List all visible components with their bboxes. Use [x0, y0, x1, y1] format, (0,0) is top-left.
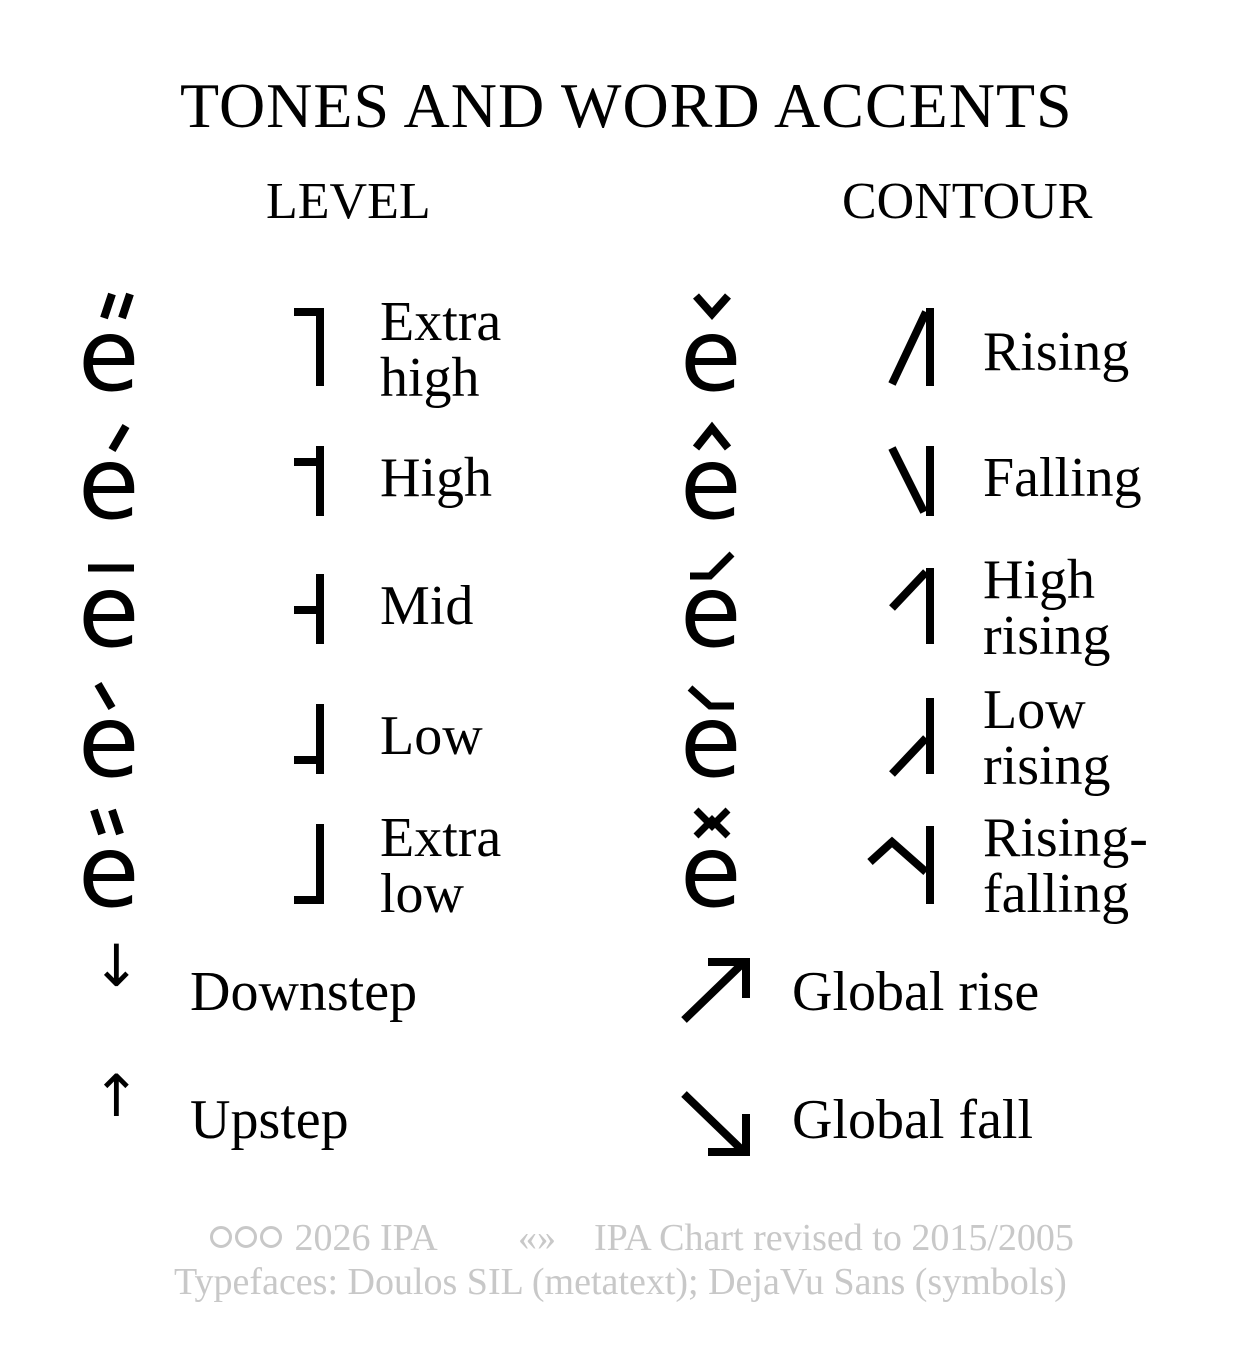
footer-revision: IPA Chart revised to 2015/2005 — [594, 1217, 1074, 1259]
footer-separator: «» — [518, 1217, 556, 1259]
contour-row-rising: e Rising — [0, 290, 1250, 418]
contour-heading: CONTOUR — [842, 173, 1093, 230]
falling-tone-letter-icon — [884, 446, 944, 518]
contour-row-low-rising: e Low rising — [680, 679, 1111, 800]
level-row-mid: e Mid — [0, 548, 1250, 676]
contour-label: Rising- falling — [983, 807, 1148, 925]
level-label: Extra low — [380, 807, 502, 925]
contour-label: Rising — [983, 321, 1130, 383]
footer-license — [210, 1216, 438, 1260]
level-heading: LEVEL — [266, 173, 431, 230]
upstep-label: Upstep — [190, 1089, 349, 1151]
global-rise-arrow-icon — [680, 958, 752, 1026]
contour-label: Low rising — [983, 679, 1111, 797]
level-row-extra-low: e Extra low — [78, 807, 502, 930]
page-title: TONES AND WORD ACCENTS — [180, 70, 1073, 141]
high-rising-tone-letter-icon — [884, 568, 944, 646]
footer-typefaces: Typefaces: Doulos SIL (metatext); DejaVu Sans (symbols) — [174, 1261, 1067, 1303]
circumflex-diacritic-icon — [680, 420, 750, 460]
low-rising-diacritic-icon — [680, 678, 750, 718]
level-row-low: e Low — [0, 678, 1250, 806]
global-rise-label: Global rise — [792, 961, 1040, 1023]
caron-diacritic-icon — [680, 290, 750, 330]
high-rising-diacritic-icon — [680, 548, 750, 588]
by-icon — [235, 1226, 257, 1248]
level-label: High — [380, 447, 492, 509]
rising-falling-tone-letter-icon — [864, 826, 944, 906]
contour-row-high-rising: e High rising — [680, 549, 1111, 670]
cc-icon — [210, 1226, 232, 1248]
level-row-extra-high: e Extra high — [78, 291, 502, 414]
rising-tone-letter-icon — [884, 308, 944, 388]
level-label: Low — [380, 705, 483, 767]
footer-copyright: 2026 IPA — [294, 1217, 438, 1259]
contour-row-falling: e Falling — [0, 420, 1250, 548]
contour-label: Falling — [983, 447, 1142, 509]
level-label: Extra high — [380, 291, 502, 409]
global-fall-arrow-icon — [680, 1088, 752, 1156]
low-rising-tone-letter-icon — [884, 698, 944, 776]
rising-falling-diacritic-icon — [680, 806, 750, 846]
upstep-arrow-icon: ↑ — [92, 1062, 141, 1130]
contour-label: High rising — [983, 549, 1111, 667]
downstep-label: Downstep — [190, 961, 418, 1023]
sa-icon — [260, 1226, 282, 1248]
level-label: Mid — [380, 575, 474, 637]
downstep-arrow-icon: ↓ — [92, 932, 141, 1000]
contour-row-rising-falling: e Rising- falling — [680, 807, 1148, 930]
level-row-high: e High — [0, 420, 1250, 548]
global-fall-label: Global fall — [792, 1089, 1034, 1151]
